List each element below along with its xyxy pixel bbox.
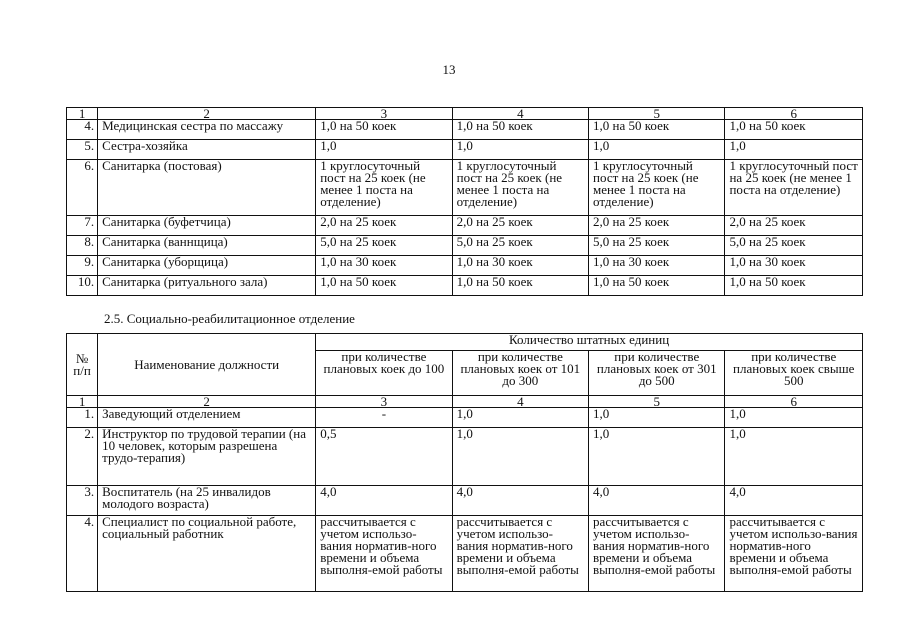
table-row: [67, 140, 863, 160]
cell-c5: 1,0 на 50 коек: [589, 120, 725, 140]
cell-c4: рассчитывается с учетом использо-вания норматив-ного времени и объема выполня-емой работы: [452, 516, 588, 592]
cell-c3: 1 круглосуточный пост на 25 коек (не менее 1 поста на отделение): [316, 160, 452, 216]
cell-c6: 1,0 на 30 коек: [725, 256, 863, 276]
index-cell: 6: [725, 108, 863, 120]
table-row: [67, 236, 863, 256]
cell-c3: 2,0 на 25 коек: [316, 216, 452, 236]
cell-c3: 1,0 на 50 коек: [316, 276, 452, 296]
position-name: Санитарка (уборщица): [98, 256, 316, 276]
row-number: 9.: [67, 256, 98, 276]
cell-c6: 1,0 на 50 коек: [725, 276, 863, 296]
cell-c4: 5,0 на 25 коек: [452, 236, 588, 256]
cell-c3: -: [316, 408, 452, 428]
table-row: [67, 256, 863, 276]
table-row: [67, 516, 863, 592]
section-title: 2.5. Социально-реабилитационное отделение: [104, 311, 355, 326]
table-row: [67, 276, 863, 296]
header-c6: при количестве плановых коек свыше 500: [725, 351, 863, 396]
cell-c6: 2,0 на 25 коек: [725, 216, 863, 236]
position-name: Заведующий отделением: [98, 408, 316, 428]
page-number: 13: [442, 62, 456, 77]
cell-c3: 4,0: [316, 486, 452, 516]
cell-c6: 1,0: [725, 140, 863, 160]
position-name: Санитарка (буфетчица): [98, 216, 316, 236]
row-number: 1.: [67, 408, 98, 428]
cell-c5: 1,0: [589, 408, 725, 428]
cell-c4: 1,0 на 50 коек: [452, 120, 588, 140]
index-cell: 1: [67, 396, 98, 408]
cell-c4: 4,0: [452, 486, 588, 516]
staff-table-social-rehab: [66, 333, 863, 592]
cell-c5: рассчитывается с учетом использо-вания норматив-ного времени и объема выполня-емой работы: [589, 516, 725, 592]
header-staff-units: Количество штатных единиц: [316, 334, 863, 351]
row-number: 8.: [67, 236, 98, 256]
index-cell: 2: [98, 108, 316, 120]
cell-c5: 1,0: [589, 428, 725, 486]
cell-c6: 5,0 на 25 коек: [725, 236, 863, 256]
table-row: [67, 408, 863, 428]
cell-c4: 1,0: [452, 140, 588, 160]
cell-c3: 1,0 на 30 коек: [316, 256, 452, 276]
table-row: [67, 120, 863, 140]
cell-c3: 0,5: [316, 428, 452, 486]
row-number: 5.: [67, 140, 98, 160]
row-number: 4.: [67, 120, 98, 140]
cell-c6: 1,0: [725, 408, 863, 428]
cell-c5: 4,0: [589, 486, 725, 516]
index-cell: 6: [725, 396, 863, 408]
cell-c4: 1,0 на 50 коек: [452, 276, 588, 296]
index-cell: 5: [589, 396, 725, 408]
row-number: 6.: [67, 160, 98, 216]
position-name: Инструктор по трудовой терапии (на 10 человек, которым разрешена трудо-терапия): [98, 428, 316, 486]
cell-c4: 1 круглосуточный пост на 25 коек (не менее 1 поста на отделение): [452, 160, 588, 216]
cell-c6: 1,0 на 50 коек: [725, 120, 863, 140]
cell-c5: 1,0: [589, 140, 725, 160]
table-row: [67, 486, 863, 516]
cell-c3: рассчитывается с учетом использо-вания норматив-ного времени и объема выполня-емой работы: [316, 516, 452, 592]
row-number: 7.: [67, 216, 98, 236]
index-cell: 3: [316, 108, 452, 120]
header-row-group: [67, 334, 863, 351]
cell-c5: 5,0 на 25 коек: [589, 236, 725, 256]
cell-c6: 1 круглосуточный пост на 25 коек (не менее 1 поста на отделение): [725, 160, 863, 216]
position-name: Санитарка (постовая): [98, 160, 316, 216]
header-position-name: Наименование должности: [98, 334, 316, 396]
table-row: [67, 160, 863, 216]
row-number: 2.: [67, 428, 98, 486]
index-cell: 4: [452, 108, 588, 120]
position-name: Санитарка (ритуального зала): [98, 276, 316, 296]
position-name: Специалист по социальной работе, социальный работник: [98, 516, 316, 592]
cell-c4: 1,0: [452, 428, 588, 486]
cell-c3: 1,0 на 50 коек: [316, 120, 452, 140]
cell-c4: 2,0 на 25 коек: [452, 216, 588, 236]
cell-c4: 1,0 на 30 коек: [452, 256, 588, 276]
row-number: 4.: [67, 516, 98, 592]
staff-table-continuation: [66, 107, 863, 296]
index-cell: 1: [67, 108, 98, 120]
cell-c3: 1,0: [316, 140, 452, 160]
position-name: Сестра-хозяйка: [98, 140, 316, 160]
header-c4: при количестве плановых коек от 101 до 300: [452, 351, 588, 396]
header-c3: при количестве плановых коек до 100: [316, 351, 452, 396]
position-name: Воспитатель (на 25 инвалидов молодого возраста): [98, 486, 316, 516]
index-cell: 3: [316, 396, 452, 408]
cell-c5: 1,0 на 50 коек: [589, 276, 725, 296]
index-cell: 2: [98, 396, 316, 408]
cell-c5: 1,0 на 30 коек: [589, 256, 725, 276]
cell-c5: 1 круглосуточный пост на 25 коек (не менее 1 поста на отделение): [589, 160, 725, 216]
cell-c6: 1,0: [725, 428, 863, 486]
cell-c5: 2,0 на 25 коек: [589, 216, 725, 236]
row-number: 10.: [67, 276, 98, 296]
table-row: [67, 428, 863, 486]
cell-c6: рассчитывается с учетом использо-вания норматив-ного времени и объема выполня-емой работы: [725, 516, 863, 592]
index-cell: 5: [589, 108, 725, 120]
cell-c3: 5,0 на 25 коек: [316, 236, 452, 256]
position-name: Медицинская сестра по массажу: [98, 120, 316, 140]
cell-c4: 1,0: [452, 408, 588, 428]
header-number: № п/п: [67, 334, 98, 396]
table-row: [67, 216, 863, 236]
header-c5: при количестве плановых коек от 301 до 500: [589, 351, 725, 396]
row-number: 3.: [67, 486, 98, 516]
position-name: Санитарка (ваннщица): [98, 236, 316, 256]
cell-c6: 4,0: [725, 486, 863, 516]
index-cell: 4: [452, 396, 588, 408]
